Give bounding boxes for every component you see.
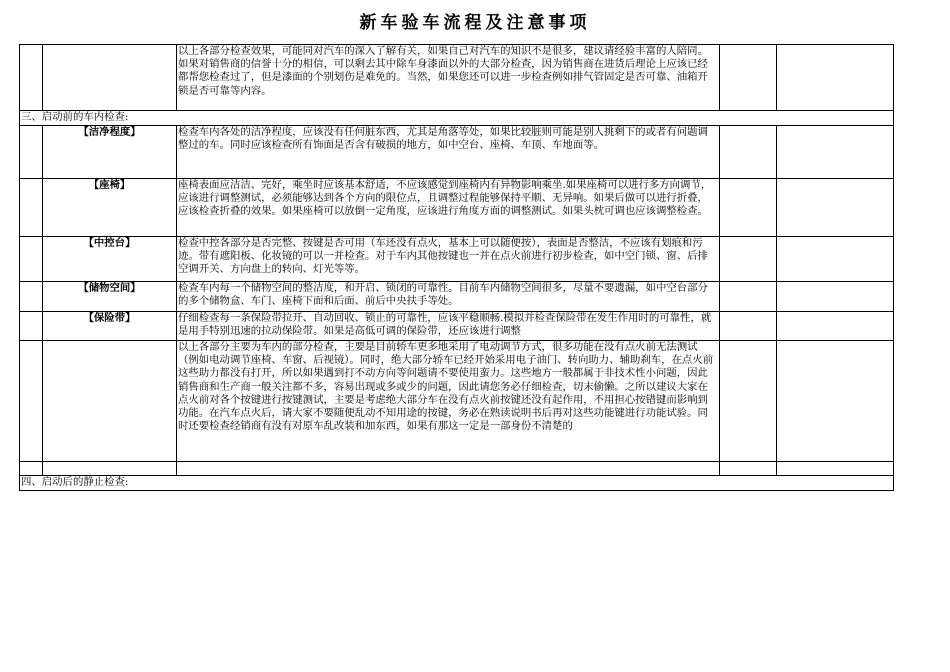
empty-cell <box>20 179 43 237</box>
empty-cell <box>777 126 894 179</box>
empty-cell <box>20 282 43 312</box>
empty-cell <box>177 462 720 476</box>
table-row <box>20 179 894 237</box>
empty-cell <box>720 126 777 179</box>
console-text: 检查中控各部分是否完整、按键是否可用（车还没有点火，基本上可以随便按），表面是否整洁，不应该有划痕和污迹。带有遮阳板、化妆镜的可以一并检查。对于车内其他按键也一并在点火前进行初步检查，如中空门锁、窗、后排空调开关、方向盘上的转向、灯光等等。 <box>177 237 720 282</box>
table-row <box>20 341 894 462</box>
seatbelt-text: 仔细检查每一条保险带拉开、自动回收、锁止的可靠性，应该平稳顺畅.模拟并检查保险带在发生作用时的可靠性，就是用手特别迅速的拉动保险带。如果是高低可调的保险带，还应该进行调整 <box>177 312 720 341</box>
table-row <box>20 476 894 491</box>
empty-cell <box>20 126 43 179</box>
empty-cell <box>720 341 777 462</box>
empty-cell <box>777 179 894 237</box>
empty-cell <box>43 45 177 111</box>
empty-cell <box>777 312 894 341</box>
paint-summary-text: 以上各部分检查效果，可能同对汽车的深入了解有关，如果自己对汽车的知识不是很多，建议请经验丰富的人陪同。如果对销售商的信誉十分的相信，可以剩去其中除车身漆面以外的大部分检查，因为销售商在进货后理论上应该已经都帮您检查过了，但是漆面的个别划伤是难免的。当然，如果您还可以进一步检查例如排气管固定是否可靠、油箱开锁是否可靠等内容。 <box>177 45 720 111</box>
table-row <box>20 45 894 111</box>
table-row <box>20 237 894 282</box>
table-row <box>20 312 894 341</box>
interior-summary-text <box>177 341 720 462</box>
table-row <box>20 462 894 476</box>
table-row <box>20 126 894 179</box>
empty-cell <box>720 237 777 282</box>
cleanliness-text: 检查车内各处的洁净程度，应该没有任何脏东西，尤其是角落等处，如果比较脏则可能是别人挑剩下的或者有问题调整过的车。同时应该检查所有饰面是否含有破损的地方，如中空台、座椅、车顶、车地面等。 <box>177 126 720 179</box>
empty-cell <box>20 312 43 341</box>
seat-label: 【座椅】 <box>43 179 177 237</box>
empty-cell <box>777 462 894 476</box>
empty-cell <box>720 45 777 111</box>
empty-cell <box>20 45 43 111</box>
interior-summary-body: 以上各部分主要为车内的部分检查，主要是目前轿车更多地采用了电动调节方式，很多功能在没有点火前无法测试（例如电动调节座椅、车窗、后视镜）。同时，绝大部分轿车已经开始采用电子油门、转向助力、辅助刹车，在点火前这些助力都没有打开，所以如果遇到打不动方向等问题请不要使用蛮力。这些地方一般都属于非技术性小问题，因此销售商和生产商一般关注都不多，容易出现或多或少的问题，因此请您务必仔细检查，切末偷懒。之所以建议大家在点火前对各个按键进行按键测试，主要是考虑绝大部分车在没有点火前按键还没有起作用，不用担心按错键而影响到功能。在汽车点火后，请大家不要随便乱动不知用途的按键，务必在熟读说明书后再对这些功能键进行功能试验。同时还要检查经销商有没有对原车乱改装和加东西，如果有那这一定是一部身份不清楚的 <box>178 341 714 433</box>
table-row <box>20 282 894 312</box>
empty-cell <box>777 237 894 282</box>
empty-cell <box>20 341 43 462</box>
empty-cell <box>20 237 43 282</box>
cleanliness-label: 【洁净程度】 <box>43 126 177 179</box>
inspection-table <box>19 44 894 491</box>
empty-cell <box>777 282 894 312</box>
empty-cell <box>720 312 777 341</box>
section-heading-3: 三、启动前的车内检查: <box>20 111 894 126</box>
empty-cell <box>720 462 777 476</box>
empty-cell <box>43 462 177 476</box>
console-label: 【中控台】 <box>43 237 177 282</box>
empty-cell <box>20 462 43 476</box>
seat-text: 座椅表面应洁洁、完好，乘坐时应该基本舒适，不应该感觉到座椅内有异物影响乘坐.如果座椅可以进行多方向调节，应该进行调整测试，必须能够达到各个方向的限位点，且调整过程能够保持平顺、无异响。如果后做可以进行折叠，应该检查折叠的效果。如果座椅可以放倒一定角度，应该进行角度方面的调整测试。如果头枕可调也应该调整检查。 <box>177 179 720 237</box>
page-title: 新车验车流程及注意事项 <box>359 13 591 33</box>
empty-cell <box>43 341 177 462</box>
seatbelt-label: 【保险带】 <box>43 312 177 341</box>
storage-label: 【储物空间】 <box>43 282 177 312</box>
empty-cell <box>777 45 894 111</box>
empty-cell <box>777 341 894 462</box>
table-row <box>20 111 894 126</box>
storage-text: 检查车内每一个储物空间的整洁度，和开启、锁闭的可靠性。目前车内储物空间很多，尽量不要遗漏，如中空台部分的多个储物盒、车门、座椅下面和后面、前后中央扶手等处。 <box>177 282 720 312</box>
section-heading-4: 四、启动后的静止检查: <box>20 476 894 491</box>
empty-cell <box>720 179 777 237</box>
empty-cell <box>720 282 777 312</box>
